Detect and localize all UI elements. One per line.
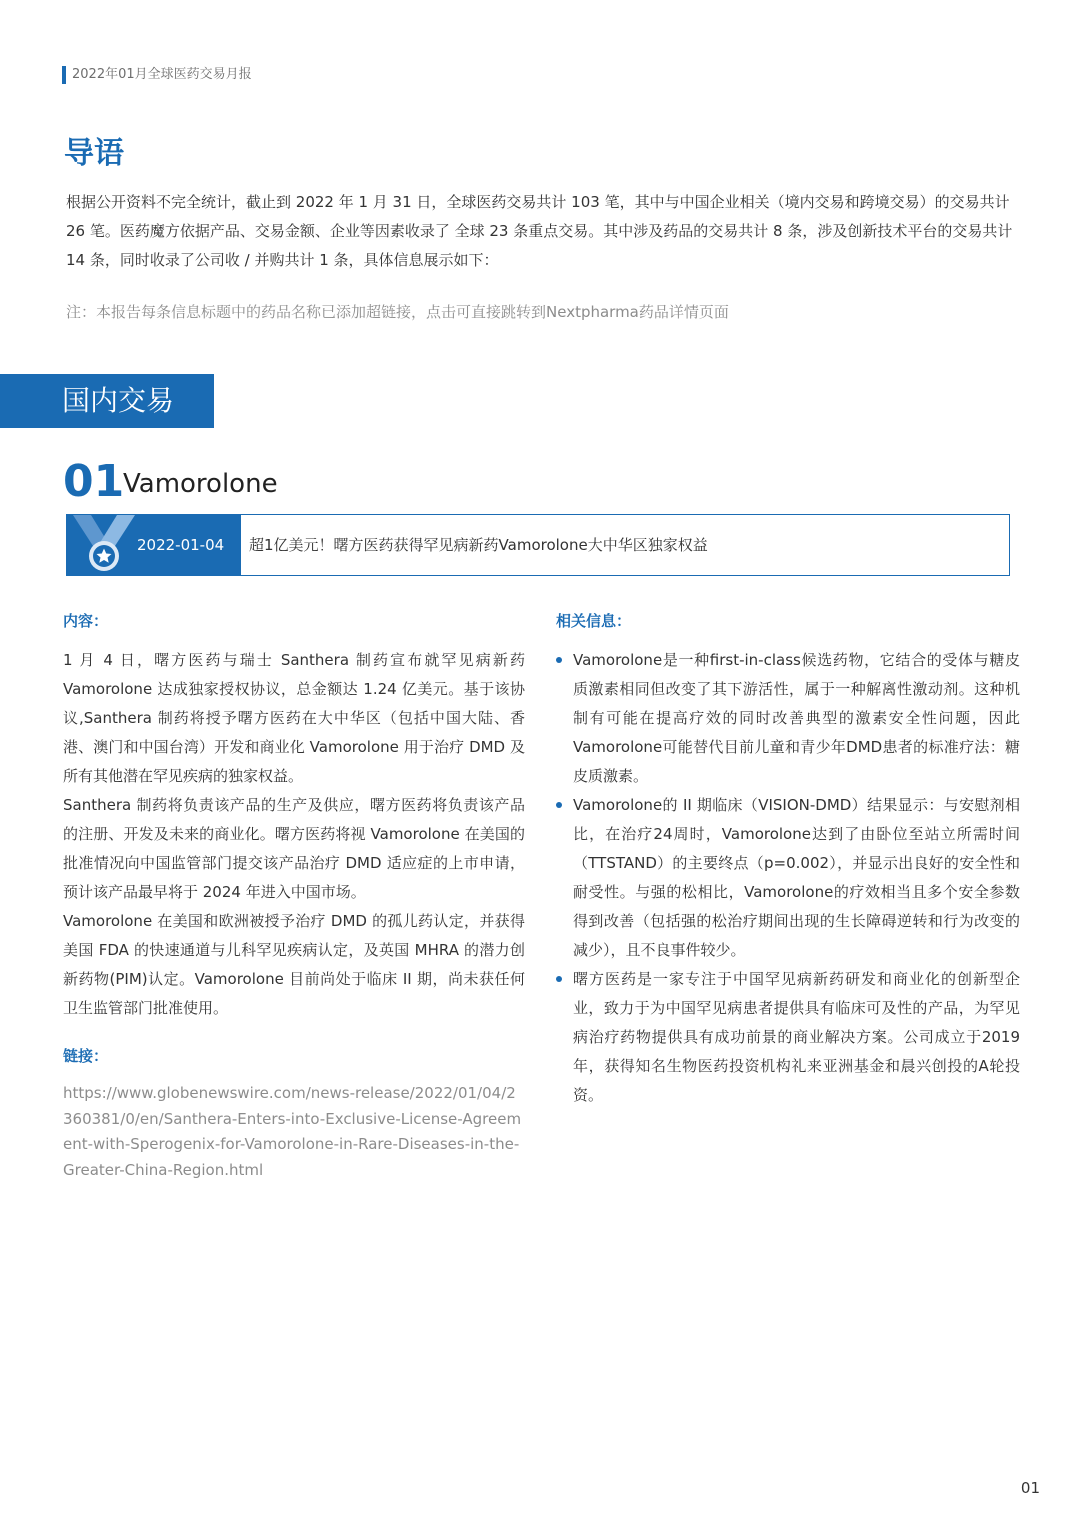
hyperlink-note: 注：本报告每条信息标题中的药品名称已添加超链接，点击可直接跳转到Nextpharma药品详情页面: [66, 303, 729, 321]
section-banner: 国内交易: [0, 374, 214, 428]
intro-title: 导语: [64, 136, 124, 171]
content-paragraph: 1 月 4 日，曙方医药与瑞士 Santhera 制药宣布就罕见病新药 Vamorolone 达成独家授权协议，总金额达 1.24 亿美元。基于该协议,Santhera 制药将授予曙方医药在大中华区（包括中国大陆、香港、澳门和中国台湾）开发和商业化 Vamorolone 用于治疗 DMD 及所有其他潜在罕见疾病的独家权益。: [63, 651, 525, 785]
content-paragraph: Santhera 制药将负责该产品的生产及供应，曙方医药将负责该产品的注册、开发及未来的商业化。曙方医药将视 Vamorolone 在美国的批准情况向中国监管部门提交该产品治疗 DMD 适应症的上市申请，预计该产品最早将于 2024 年进入中国市场。: [63, 796, 525, 901]
content-paragraph: Vamorolone 在美国和欧洲被授予治疗 DMD 的孤儿药认定，并获得美国 FDA 的快速通道与儿科罕见疾病认定，及英国 MHRA 的潜力创新药物(PIM)认定。Vamorolone 目前尚处于临床 II 期，尚未获任何卫生监管部门批准使用。: [63, 912, 525, 1017]
source-link[interactable]: https://www.globenewswire.com/news-release/2022/01/04/2360381/0/en/Santhera-Enters-into-Exclusive-License-Agreement-with-Sperogenix-for-Vamorolone-in-Rare-Diseases-in-the-Greater-China-Region.html: [63, 1084, 522, 1179]
link-label: 链接：: [63, 1047, 109, 1065]
list-item: [556, 646, 1020, 791]
deal-drug-name[interactable]: Vamorolone: [123, 469, 278, 499]
list-item-text: 曙方医药是一家专注于中国罕见病新药研发和商业化的创新型企业，致力于为中国罕见病患者提供具有临床可及性的产品，为罕见病治疗药物提供具有成功前景的商业解决方案。公司成立于2019年，获得知名生物医药投资机构礼来亚洲基金和晨兴创投的A轮投资。: [573, 970, 1020, 1104]
bullet-icon: [556, 976, 562, 982]
bullet-icon: [556, 657, 562, 663]
list-item: [556, 791, 1020, 965]
deal-number: 01: [63, 456, 125, 507]
list-item-text: Vamorolone是一种first-in-class候选药物，它结合的受体与糖皮质激素相同但改变了其下游活性，属于一种解离性激动剂。这种机制有可能在提高疗效的同时改善典型的激素安全性问题，因此Vamorolone可能替代目前儿童和青少年DMD患者的标准疗法：糖皮质激素。: [573, 651, 1020, 785]
deal-headline[interactable]: 超1亿美元！曙方医药获得罕见病新药Vamorolone大中华区独家权益: [249, 536, 708, 554]
deal-date: 2022-01-04: [137, 536, 225, 554]
page-number: 01: [1020, 1479, 1040, 1497]
deal-title-bar: [66, 514, 1010, 576]
deal-date-panel: [67, 515, 241, 575]
related-info-label: 相关信息：: [556, 612, 632, 630]
intro-paragraph: 根据公开资料不完全统计，截止到 2022 年 1 月 31 日，全球医药交易共计 103 笔，其中与中国企业相关（境内交易和跨境交易）的交易共计 26 笔。医药魔方依据产品、交易金额、企业等因素收录了 全球 23 条重点交易。其中涉及药品的交易共计 8 条，涉及创新技术平台的交易共计 14 条，同时收录了公司收 / 并购共计 1 条，具体信息展示如下：: [66, 193, 1013, 269]
content-label: 内容：: [63, 612, 109, 630]
medal-icon: [69, 515, 139, 575]
related-info-column: [556, 608, 1020, 1110]
report-title: 2022年01月全球医药交易月报: [62, 66, 252, 84]
list-item-text: Vamorolone的 II 期临床（VISION-DMD）结果显示：与安慰剂相比，在治疗24周时，Vamorolone达到了由卧位至站立所需时间（TTSTAND）的主要终点（p=0.002），并显示出良好的安全性和耐受性。与强的松相比，Vamorolone的疗效相当且多个安全参数得到改善（包括强的松治疗期间出现的生长障碍逆转和行为改变的减少），且不良事件较少。: [573, 796, 1020, 959]
content-column: [63, 608, 525, 1183]
list-item: [556, 965, 1020, 1110]
related-info-list: [556, 646, 1020, 1110]
bullet-icon: [556, 802, 562, 808]
